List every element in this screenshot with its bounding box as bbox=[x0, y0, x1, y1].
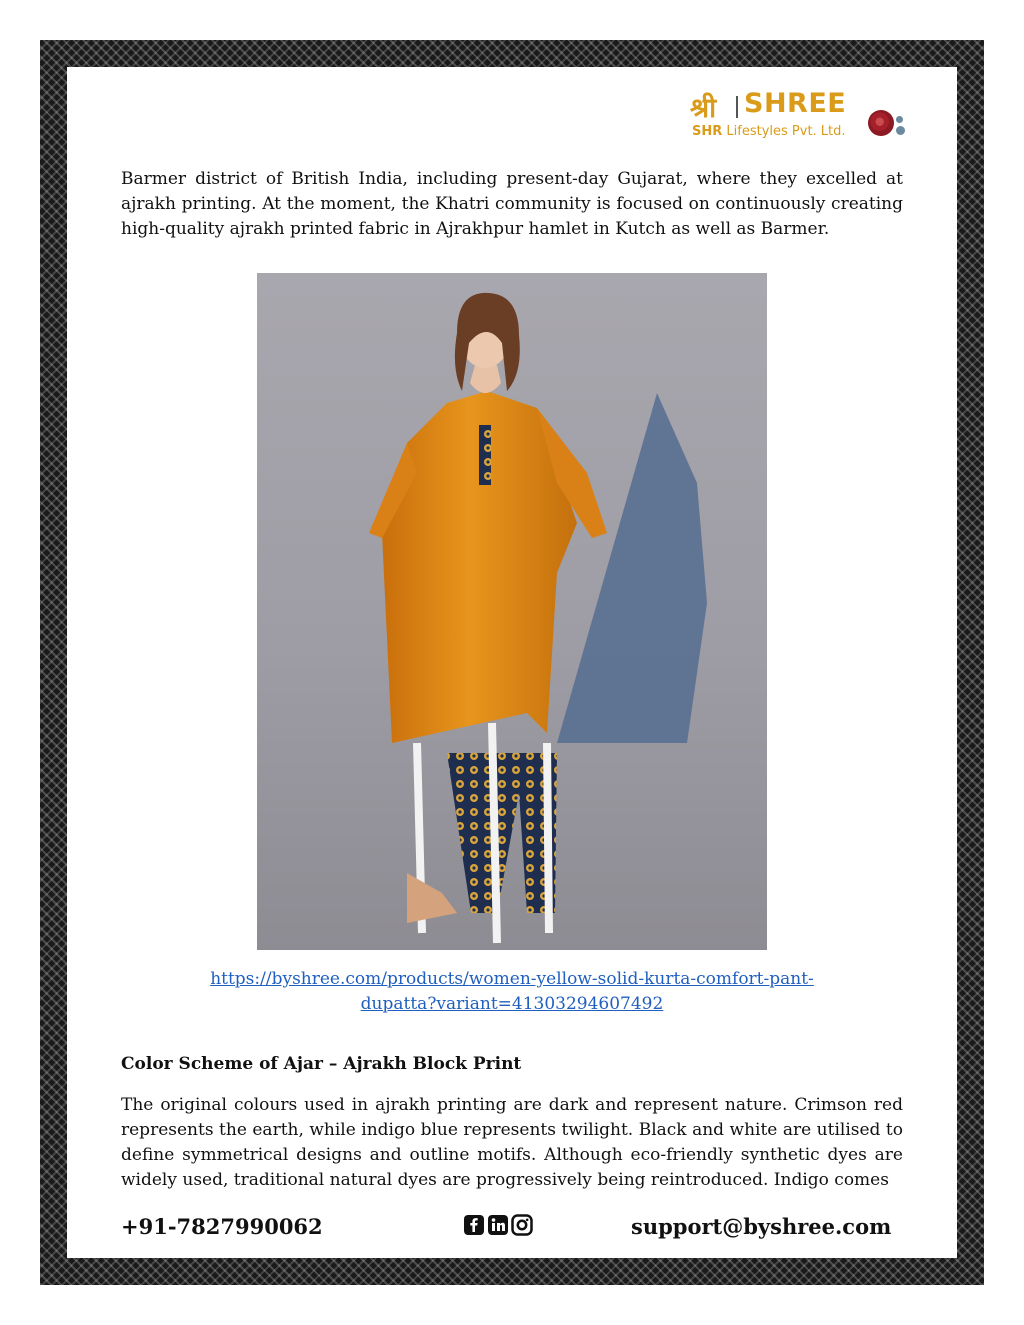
logo-dot-large bbox=[896, 126, 905, 135]
logo-subtitle bbox=[692, 124, 846, 139]
footer-phone[interactable]: +91-7827990062 bbox=[121, 1214, 323, 1239]
logo-divider bbox=[736, 96, 738, 118]
rose-icon bbox=[868, 110, 894, 136]
product-link-line2[interactable]: dupatta?variant=41303294607492 bbox=[360, 994, 664, 1014]
social-icons bbox=[463, 1214, 535, 1238]
product-link[interactable] bbox=[121, 967, 903, 1017]
company-logo bbox=[690, 86, 910, 146]
logo-dot-small bbox=[896, 116, 903, 123]
linkedin-icon[interactable] bbox=[487, 1214, 509, 1236]
logo-subtitle-bold: SHR bbox=[692, 124, 723, 139]
color-scheme-paragraph: The original colours used in ajrakh printing are dark and represent nature. Crimson red represents the earth, while indigo blue represents twilight. Black and white are utilised to define symmetrical designs and outline motifs. Although eco-friendly synthetic dyes are widely used, traditional natural dyes are progressively being reintroduced. Indigo comes bbox=[121, 1095, 903, 1190]
facebook-icon[interactable] bbox=[463, 1214, 485, 1236]
logo-hindi-text: श्री bbox=[690, 93, 717, 124]
logo-subtitle-rest: Lifestyles Pvt. Ltd. bbox=[722, 124, 846, 139]
product-photo bbox=[257, 273, 767, 950]
footer-email[interactable]: support@byshree.com bbox=[631, 1214, 892, 1239]
instagram-icon[interactable] bbox=[511, 1214, 533, 1236]
logo-brand-text: SHREE bbox=[744, 88, 847, 119]
intro-paragraph: Barmer district of British India, including present-day Gujarat, where they excelled at ajrakh printing. At the moment, the Khatri community is focused on continuously creating high-quality ajrakh printed fabric in Ajrakhpur hamlet in Kutch as well as Barmer. bbox=[121, 169, 903, 239]
section-heading: Color Scheme of Ajar – Ajrakh Block Print bbox=[121, 1054, 522, 1074]
product-link-line1[interactable]: https://byshree.com/products/women-yellow-solid-kurta-comfort-pant- bbox=[210, 969, 814, 989]
